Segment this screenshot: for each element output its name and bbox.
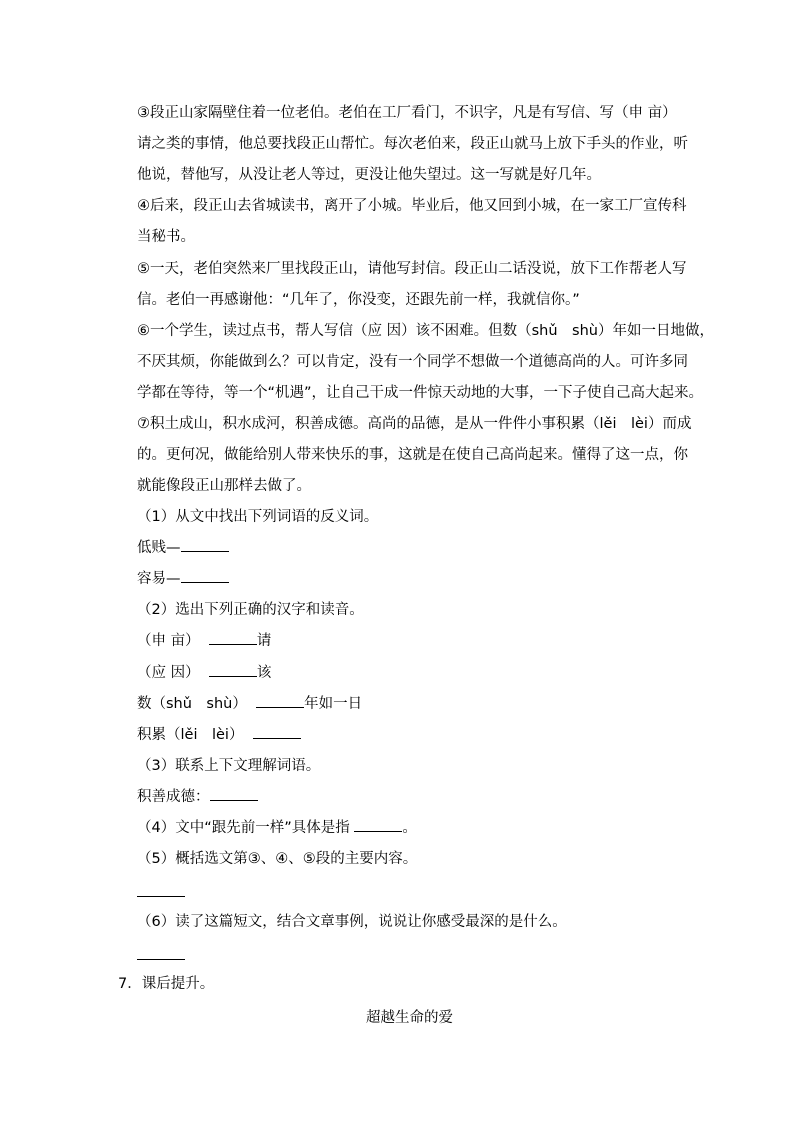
question-5: （5）概括选文第③、④、⑤段的主要内容。 [137,851,418,867]
question-2c [137,694,362,714]
answer-blank[interactable] [181,539,229,552]
question-2a-suffix: 请 [256,633,272,649]
question-2a [137,631,271,651]
question-4 [137,818,417,838]
question-2a-options: （申 亩） [137,633,200,649]
passage-line-12: 的。更何况，做能给别人带来快乐的事，这就是在使自己高尚起来。懂得了这一点，你 [137,447,688,463]
answer-line-6[interactable] [137,959,185,960]
passage-line-3: 他说，替他写，从没让老人等过，更没让他失望过。这一写就是好几年。 [137,167,601,183]
answer-blank[interactable] [354,819,402,832]
question-2: （2）选出下列正确的汉字和读音。 [137,602,364,618]
passage-line-2: 请之类的事情，他总要找段正山帮忙。每次老伯来，段正山就马上放下手头的作业，听 [137,136,688,152]
passage-line-7: 信。老伯一再感谢他：“几年了，你没变，还跟先前一样，我就信你。” [137,292,580,308]
question-1a [137,538,229,558]
passage-line-1: ③段正山家隔壁住着一位老伯。老伯在工厂看门，不识字，凡是有写信、写（申 亩） [137,105,677,121]
passage-line-9: 不厌其烦，你能做到么？可以肯定，没有一个同学不想做一个道德高尚的人。可许多同 [137,354,688,370]
question-2c-options: 数（shǔ shù） [137,696,247,712]
question-3a [137,787,258,807]
answer-blank[interactable] [181,570,229,583]
section-7-heading: 7．课后提升。 [118,976,215,992]
passage-title: 超越生命的爱 [366,1010,453,1026]
question-2b-suffix: 该 [256,665,272,681]
passage-line-11: ⑦积土成山，积水成河，积善成德。高尚的品德，是从一件件小事积累（lěi lèi）而成 [137,416,692,432]
question-2b [137,663,271,683]
passage-line-4: ④后来，段正山去省城读书，离开了小城。毕业后，他又回到小城，在一家工厂宣传科 [137,198,687,214]
passage-line-8: ⑥一个学生，读过点书，帮人写信（应 因）该不困难。但数（shǔ shù）年如一日地做， [137,323,714,339]
question-4-text: （4）文中“跟先前一样”具体是指 [137,820,350,836]
passage-line-6: ⑤一天，老伯突然来厂里找段正山，请他写封信。段正山二话没说，放下工作帮老人写 [137,261,687,277]
question-3: （3）联系上下文理解词语。 [137,758,321,774]
question-1b-label: 容易— [137,571,181,587]
passage-line-13: 就能像段正山那样去做了。 [137,478,311,494]
question-3a-label: 积善成德： [137,789,210,805]
answer-blank[interactable] [253,726,301,739]
answer-blank[interactable] [210,788,258,801]
question-1: （1）从文中找出下列词语的反义词。 [137,509,379,525]
question-1b [137,569,229,589]
passage-line-5: 当秘书。 [137,229,195,245]
answer-blank[interactable] [209,664,257,677]
answer-blank[interactable] [209,632,257,645]
answer-line-5[interactable] [137,896,185,897]
passage-line-10: 学都在等待，等一个“机遇”，让自己干成一件惊天动地的大事，一下子使自己高大起来。 [137,385,704,401]
question-2b-options: （应 因） [137,665,200,681]
question-2d [137,725,301,745]
question-4-suffix: 。 [402,820,417,836]
question-2c-suffix: 年如一日 [304,696,363,712]
question-6: （6）读了这篇短文，结合文章事例，说说让你感受最深的是什么。 [137,914,567,930]
answer-blank[interactable] [256,695,304,708]
question-2d-options: 积累（lěi lèi） [137,727,244,743]
question-1a-label: 低贱— [137,540,181,556]
